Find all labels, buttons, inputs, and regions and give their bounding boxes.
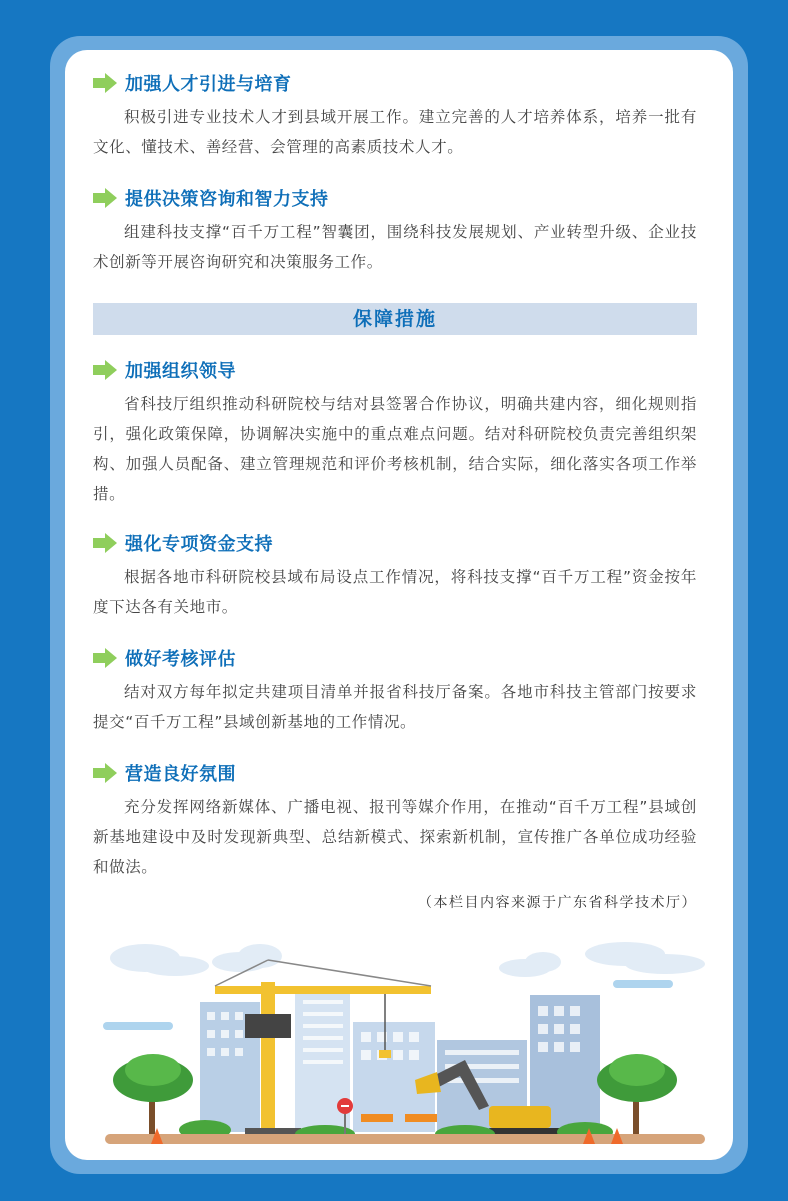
section-body: 充分发挥网络新媒体、广播电视、报刊等媒介作用，在推动“百千万工程”县域创新基地建设中及时发现新典型、总结新模式、探索新机制，宣传推广各单位成功经验和做法。 <box>93 798 697 876</box>
section-title: 强化专项资金支持 <box>125 534 273 555</box>
green-arrow-icon <box>93 648 117 668</box>
section-title: 加强组织领导 <box>125 361 236 382</box>
section-talent <box>93 68 697 162</box>
section-leadership <box>93 355 697 509</box>
section-title: 加强人才引进与培育 <box>125 74 292 95</box>
section-funding <box>93 528 697 622</box>
green-arrow-icon <box>93 73 117 93</box>
section-banner: 保障措施 <box>93 303 697 335</box>
section-title: 营造良好氛围 <box>125 764 236 785</box>
section-body: 省科技厅组织推动科研院校与结对县签署合作协议，明确共建内容，细化规则指引，强化政策保障，协调解决实施中的重点难点问题。结对科研院校负责完善组织架构、加强人员配备、建立管理规范和评价考核机制，结合实际，细化落实各项工作举措。 <box>93 395 697 503</box>
section-consulting <box>93 183 697 277</box>
content-card <box>65 50 733 1160</box>
green-arrow-icon <box>93 533 117 553</box>
section-assessment <box>93 643 697 737</box>
green-arrow-icon <box>93 188 117 208</box>
green-arrow-icon <box>93 763 117 783</box>
source-note: （本栏目内容来源于广东省科学技术厅） <box>418 895 697 911</box>
section-atmosphere <box>93 758 697 882</box>
section-title: 提供决策咨询和智力支持 <box>125 189 329 210</box>
cloud-icon <box>110 942 705 977</box>
city-construction-illustration <box>65 930 733 1160</box>
section-body: 根据各地市科研院校县域布局设点工作情况，将科技支撑“百千万工程”资金按年度下达各有关地市。 <box>93 568 697 616</box>
section-body: 结对双方每年拟定共建项目清单并报省科技厅备案。各地市科技主管部门按要求提交“百千万工程”县域创新基地的工作情况。 <box>93 683 697 731</box>
section-body: 积极引进专业技术人才到县域开展工作。建立完善的人才培养体系，培养一批有文化、懂技术、善经营、会管理的高素质技术人才。 <box>93 108 697 156</box>
section-title: 做好考核评估 <box>125 649 236 670</box>
section-body: 组建科技支撑“百千万工程”智囊团，围绕科技发展规划、产业转型升级、企业技术创新等开展咨询研究和决策服务工作。 <box>93 223 697 271</box>
green-arrow-icon <box>93 360 117 380</box>
